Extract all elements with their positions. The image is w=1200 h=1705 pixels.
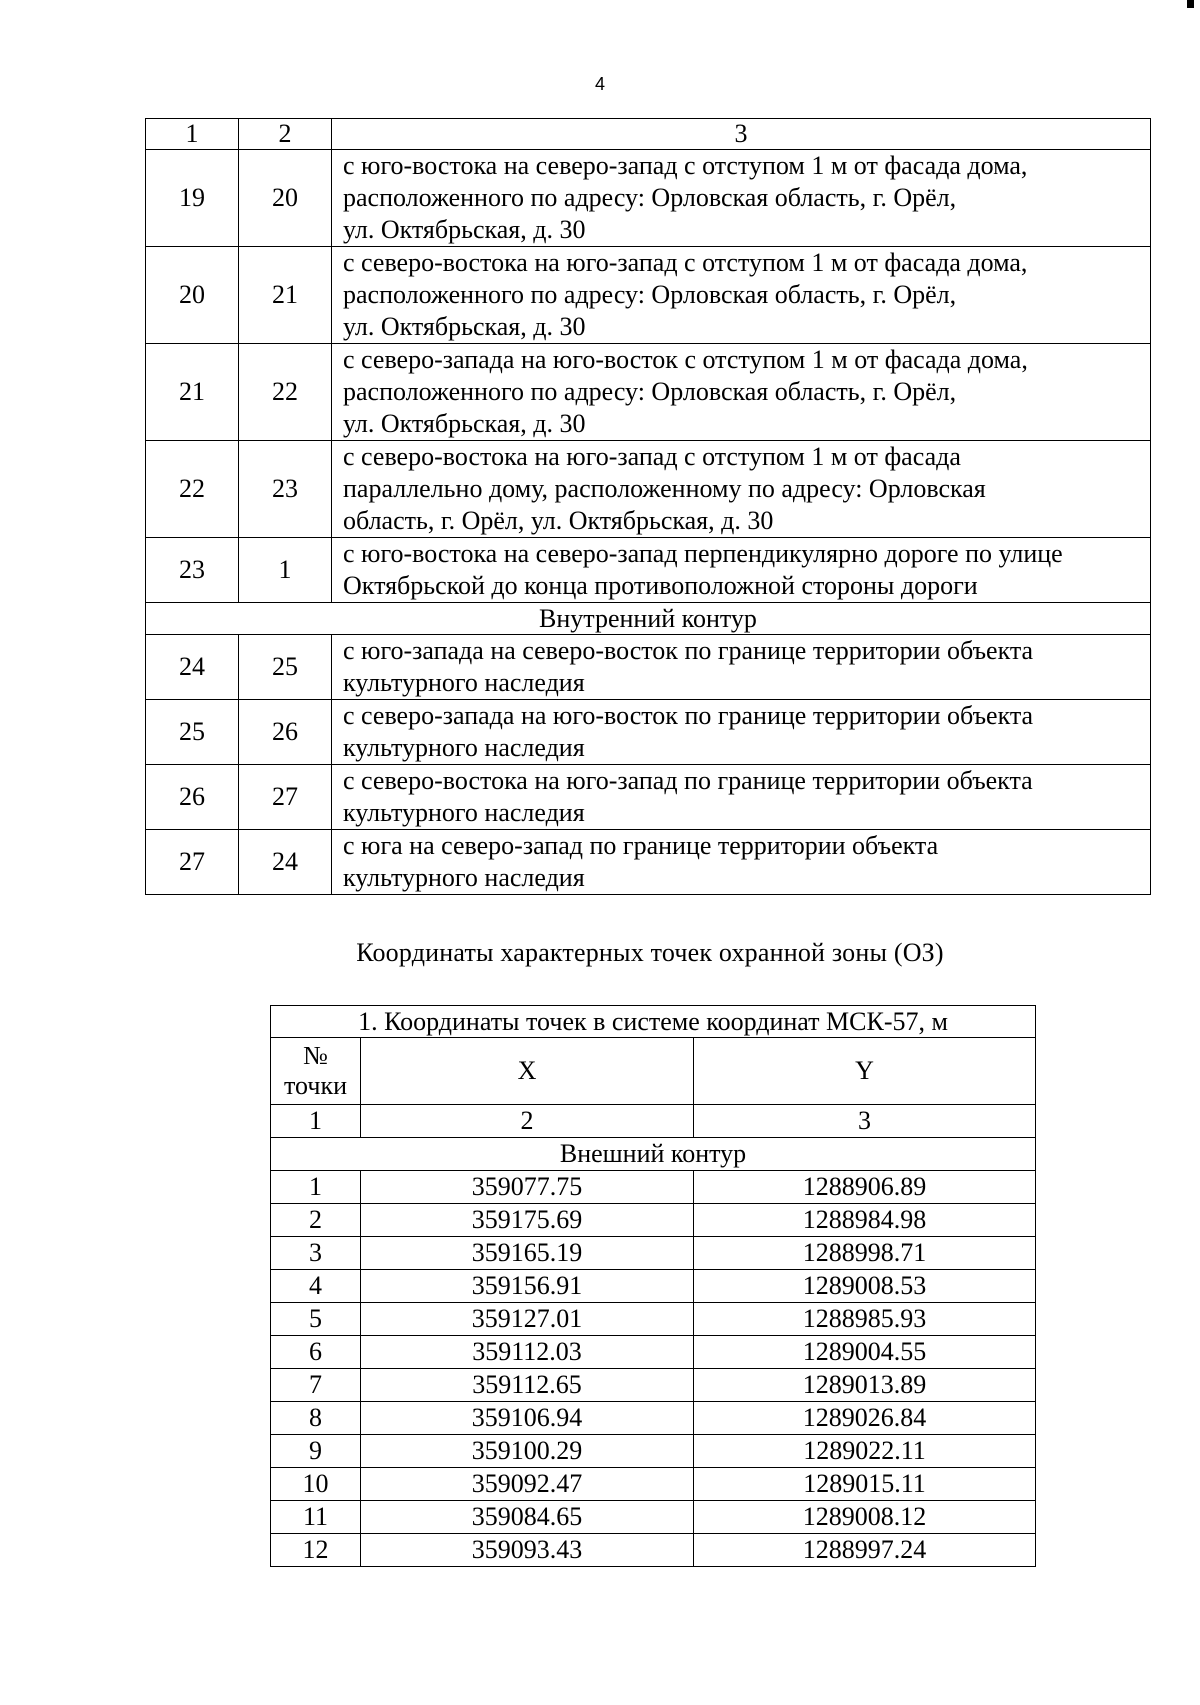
coord-table-section-row <box>271 1138 1036 1171</box>
segment-description <box>332 635 1151 700</box>
point-number: 12 <box>271 1534 361 1567</box>
segment-description-line: с юго-востока на северо-запад с отступом 1 м от фасада дома, <box>343 151 1028 180</box>
point-number: 8 <box>271 1402 361 1435</box>
index-col-3: 3 <box>694 1105 1036 1138</box>
coord-point-row <box>271 1237 1036 1270</box>
coord-point-row <box>271 1402 1036 1435</box>
point-y: 1288997.24 <box>694 1534 1036 1567</box>
segment-from-point: 27 <box>146 830 239 895</box>
segment-from-point: 22 <box>146 441 239 538</box>
coord-table-caption-row <box>271 1006 1036 1038</box>
point-x: 359092.47 <box>361 1468 694 1501</box>
point-x: 359112.03 <box>361 1336 694 1369</box>
segment-row <box>146 538 1151 603</box>
point-y: 1289015.11 <box>694 1468 1036 1501</box>
segment-row <box>146 635 1151 700</box>
segment-description <box>332 765 1151 830</box>
point-number: 5 <box>271 1303 361 1336</box>
coords-heading: Координаты характерных точек охранной зоны (ОЗ) <box>356 938 944 967</box>
header-point-number <box>271 1038 361 1105</box>
coord-point-row <box>271 1336 1036 1369</box>
point-number: 6 <box>271 1336 361 1369</box>
segment-to-point: 1 <box>239 538 332 603</box>
segment-row <box>146 441 1151 538</box>
segment-description-line: культурного наследия <box>343 668 585 697</box>
segment-description-line: расположенного по адресу: Орловская область, г. Орёл, <box>343 183 957 212</box>
segment-description-line: с юго-востока на северо-запад перпендикулярно дороге по улице <box>343 539 1063 568</box>
segment-description <box>332 538 1151 603</box>
header-x: X <box>361 1038 694 1105</box>
segment-to-point: 24 <box>239 830 332 895</box>
point-x: 359175.69 <box>361 1204 694 1237</box>
segment-description <box>332 441 1151 538</box>
coordinates-table <box>270 1005 1036 1567</box>
point-x: 359156.91 <box>361 1270 694 1303</box>
segment-row <box>146 344 1151 441</box>
segment-description-line: Октябрьской до конца противоположной стороны дороги <box>343 571 978 600</box>
segment-table-header <box>146 119 1151 150</box>
segment-row <box>146 700 1151 765</box>
header-point-number-line1: № <box>303 1041 328 1070</box>
coord-table-header-row <box>271 1038 1036 1105</box>
segment-from-point: 26 <box>146 765 239 830</box>
point-number: 11 <box>271 1501 361 1534</box>
point-number: 1 <box>271 1171 361 1204</box>
segment-description-line: ул. Октябрьская, д. 30 <box>343 312 586 341</box>
point-number: 9 <box>271 1435 361 1468</box>
segment-from-point: 20 <box>146 247 239 344</box>
section-label-inner-contour: Внутренний контур <box>146 603 1151 635</box>
coord-point-row <box>271 1204 1036 1237</box>
header-col-1: 1 <box>146 119 239 150</box>
segment-from-point: 21 <box>146 344 239 441</box>
segment-to-point: 21 <box>239 247 332 344</box>
point-y: 1289008.53 <box>694 1270 1036 1303</box>
coord-table-caption: 1. Координаты точек в системе координат МСК-57, м <box>271 1006 1036 1038</box>
point-y: 1289013.89 <box>694 1369 1036 1402</box>
header-col-3: 3 <box>332 119 1151 150</box>
segment-description-line: культурного наследия <box>343 733 585 762</box>
segment-description-line: с северо-запада на юго-восток по границе территории объекта <box>343 701 1034 730</box>
segment-description-line: с северо-востока на юго-запад по границе территории объекта <box>343 766 1033 795</box>
scan-corner-mark <box>1187 0 1194 8</box>
point-x: 359093.43 <box>361 1534 694 1567</box>
coord-point-row <box>271 1501 1036 1534</box>
coordinates-table-body <box>271 1006 1036 1567</box>
point-x: 359077.75 <box>361 1171 694 1204</box>
point-number: 2 <box>271 1204 361 1237</box>
segment-row <box>146 247 1151 344</box>
segment-description-line: ул. Октябрьская, д. 30 <box>343 409 586 438</box>
segment-description-line: расположенного по адресу: Орловская область, г. Орёл, <box>343 377 957 406</box>
segment-description <box>332 247 1151 344</box>
segment-description <box>332 700 1151 765</box>
segment-description <box>332 150 1151 247</box>
segment-to-point: 26 <box>239 700 332 765</box>
segment-description-line: с северо-запада на юго-восток с отступом 1 м от фасада дома, <box>343 345 1028 374</box>
index-col-1: 1 <box>271 1105 361 1138</box>
segment-description-line: расположенного по адресу: Орловская область, г. Орёл, <box>343 280 957 309</box>
coord-point-row <box>271 1369 1036 1402</box>
segment-description-line: с северо-востока на юго-запад с отступом 1 м от фасада дома, <box>343 248 1028 277</box>
segment-table <box>145 118 1151 895</box>
point-number: 7 <box>271 1369 361 1402</box>
point-y: 1288906.89 <box>694 1171 1036 1204</box>
point-x: 359165.19 <box>361 1237 694 1270</box>
coord-point-row <box>271 1435 1036 1468</box>
segment-description-line: культурного наследия <box>343 798 585 827</box>
point-x: 359084.65 <box>361 1501 694 1534</box>
segment-to-point: 22 <box>239 344 332 441</box>
index-col-2: 2 <box>361 1105 694 1138</box>
segment-table-body <box>146 119 1151 895</box>
segment-description-line: область, г. Орёл, ул. Октябрьская, д. 30 <box>343 506 774 535</box>
segment-to-point: 27 <box>239 765 332 830</box>
coord-point-row <box>271 1468 1036 1501</box>
segment-description-line: с северо-востока на юго-запад с отступом 1 м от фасада <box>343 442 961 471</box>
segment-row <box>146 765 1151 830</box>
point-number: 3 <box>271 1237 361 1270</box>
point-y: 1289004.55 <box>694 1336 1036 1369</box>
point-x: 359112.65 <box>361 1369 694 1402</box>
segment-to-point: 20 <box>239 150 332 247</box>
segment-section-row <box>146 603 1151 635</box>
segment-description-line: ул. Октябрьская, д. 30 <box>343 215 586 244</box>
segment-description <box>332 830 1151 895</box>
point-x: 359106.94 <box>361 1402 694 1435</box>
point-y: 1288984.98 <box>694 1204 1036 1237</box>
point-x: 359100.29 <box>361 1435 694 1468</box>
point-number: 10 <box>271 1468 361 1501</box>
point-number: 4 <box>271 1270 361 1303</box>
coord-point-row <box>271 1171 1036 1204</box>
segment-to-point: 25 <box>239 635 332 700</box>
segment-to-point: 23 <box>239 441 332 538</box>
segment-row <box>146 830 1151 895</box>
section-label-outer-contour: Внешний контур <box>271 1138 1036 1171</box>
segment-from-point: 25 <box>146 700 239 765</box>
point-x: 359127.01 <box>361 1303 694 1336</box>
point-y: 1289008.12 <box>694 1501 1036 1534</box>
segment-row <box>146 150 1151 247</box>
header-point-number-line2: точки <box>284 1071 347 1100</box>
segment-from-point: 23 <box>146 538 239 603</box>
segment-description-line: с юга на северо-запад по границе территории объекта <box>343 831 939 860</box>
segment-from-point: 19 <box>146 150 239 247</box>
segment-description-line: с юго-запада на северо-восток по границе территории объекта <box>343 636 1034 665</box>
coord-table-index-row <box>271 1105 1036 1138</box>
coord-point-row <box>271 1270 1036 1303</box>
point-y: 1289026.84 <box>694 1402 1036 1435</box>
segment-from-point: 24 <box>146 635 239 700</box>
header-y: Y <box>694 1038 1036 1105</box>
segment-description <box>332 344 1151 441</box>
coord-point-row <box>271 1303 1036 1336</box>
point-y: 1289022.11 <box>694 1435 1036 1468</box>
header-col-2: 2 <box>239 119 332 150</box>
segment-description-line: параллельно дому, расположенному по адресу: Орловская <box>343 474 986 503</box>
page-number: 4 <box>594 74 605 94</box>
point-y: 1288985.93 <box>694 1303 1036 1336</box>
coord-point-row <box>271 1534 1036 1567</box>
point-y: 1288998.71 <box>694 1237 1036 1270</box>
segment-description-line: культурного наследия <box>343 863 585 892</box>
